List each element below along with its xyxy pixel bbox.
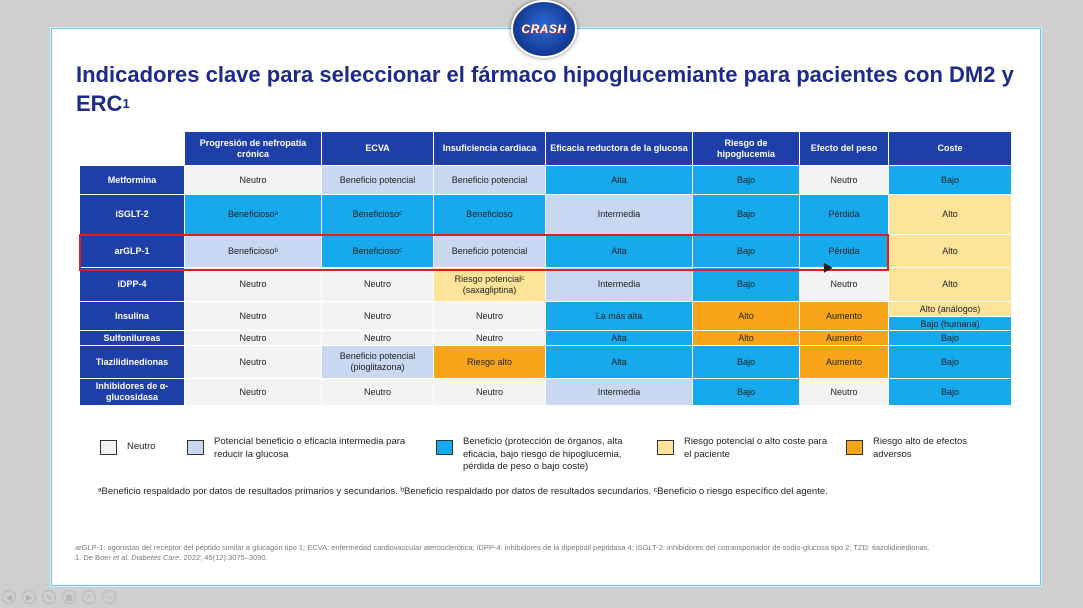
table-cell: Beneficio potencial (pioglitazona) xyxy=(322,346,434,379)
more-icon[interactable]: ⋯ xyxy=(102,590,116,604)
legend-swatch xyxy=(846,440,863,455)
table-row xyxy=(80,268,1012,302)
legend-swatch xyxy=(187,440,204,455)
footnote: ᵃBeneficio respaldado por datos de resultados primarios y secundarios. ᵇBeneficio respaldado por datos de resultados secundarios. ᶜBeneficio o riesgo específico del agente. xyxy=(98,486,828,497)
row-label: Sulfonilureas xyxy=(80,331,185,346)
table-cell: Bajo xyxy=(889,166,1012,195)
table-cell: Neutro xyxy=(322,268,434,302)
table-cell: Intermedia xyxy=(546,195,693,235)
table-cell: Neutro xyxy=(322,302,434,331)
table-cell: Alto xyxy=(889,268,1012,302)
table-cell: Neutro xyxy=(434,331,546,346)
header-coste: Coste xyxy=(889,132,1012,166)
legend-swatch xyxy=(657,440,674,455)
table-cell: Bajo xyxy=(889,331,1012,346)
table-cell: Pérdida xyxy=(800,195,889,235)
row-label: Inhibidores de α-glucosidasa xyxy=(80,379,185,406)
table-cell: Beneficiosoᶜ xyxy=(322,235,434,268)
legend-orange: Riesgo alto de efectos adversos xyxy=(846,436,996,461)
table-cell: Aumento xyxy=(800,346,889,379)
table-cell: Alta xyxy=(546,346,693,379)
row-label: iSGLT-2 xyxy=(80,195,185,235)
table-cell: Alta xyxy=(546,235,693,268)
row-label: Metformina xyxy=(80,166,185,195)
table-cell: Beneficiosoᵃ xyxy=(185,195,322,235)
slides-icon[interactable]: ▦ xyxy=(62,590,76,604)
table-cell: Intermedia xyxy=(546,379,693,406)
table-cell-split xyxy=(889,302,1012,331)
table-cell: Intermedia xyxy=(546,268,693,302)
crash-logo: CRASH xyxy=(511,0,577,58)
row-label: Tiazilidinedionas xyxy=(80,346,185,379)
table-cell: La más alta xyxy=(546,302,693,331)
row-label: iDPP-4 xyxy=(80,268,185,302)
legend-swatch xyxy=(436,440,453,455)
table-cell: Bajo xyxy=(693,166,800,195)
table-cell: Riesgo alto xyxy=(434,346,546,379)
table-row xyxy=(80,235,1012,268)
table-row xyxy=(80,346,1012,379)
presentation-toolbar xyxy=(2,590,116,604)
table-row xyxy=(80,379,1012,406)
legend-neutro: Neutro xyxy=(100,436,180,455)
table-cell: Riesgo potencialᶜ (saxagliptina) xyxy=(434,268,546,302)
table-cell: Neutro xyxy=(185,166,322,195)
table-cell: Neutro xyxy=(800,268,889,302)
table-cell: Beneficioso xyxy=(434,195,546,235)
table-cell: Neutro xyxy=(185,268,322,302)
table-cell: Bajo xyxy=(693,379,800,406)
table-cell: Alto xyxy=(889,195,1012,235)
table-cell: Bajo xyxy=(693,195,800,235)
table-row xyxy=(80,302,1012,331)
table-cell: Aumento xyxy=(800,331,889,346)
cost-analogs: Alto (análogos) xyxy=(889,302,1011,316)
row-label: Insulina xyxy=(80,302,185,331)
pen-icon[interactable]: ✎ xyxy=(42,590,56,604)
table-cell: Bajo xyxy=(889,379,1012,406)
table-cell: Bajo xyxy=(693,268,800,302)
table-cell: Bajo xyxy=(889,346,1012,379)
table-cell: Bajo xyxy=(693,235,800,268)
drug-comparison-table xyxy=(79,131,1012,406)
table-cell: Neutro xyxy=(800,379,889,406)
header-corner xyxy=(80,132,185,166)
table-cell: Neutro xyxy=(185,379,322,406)
table-cell: Beneficiosoᵇ xyxy=(185,235,322,268)
legend-swatch xyxy=(100,440,117,455)
table-cell: Beneficio potencial xyxy=(322,166,434,195)
header-peso: Efecto del peso xyxy=(800,132,889,166)
table-cell: Pérdida xyxy=(800,235,889,268)
header-insuficiencia: Insuficiencia cardiaca xyxy=(434,132,546,166)
next-icon[interactable]: ▶ xyxy=(22,590,36,604)
table-row xyxy=(80,166,1012,195)
table-cell: Beneficio potencial xyxy=(434,235,546,268)
legend-yellow: Riesgo potencial o alto coste para el paciente xyxy=(657,436,837,461)
table-cell: Neutro xyxy=(185,302,322,331)
previous-icon[interactable]: ◀ xyxy=(2,590,16,604)
legend-blue: Beneficio (protección de órganos, alta eficacia, bajo riesgo de hipoglucemia, pérdida de peso o bajo coste) xyxy=(436,436,646,474)
header-ecva: ECVA xyxy=(322,132,434,166)
table-cell: Aumento xyxy=(800,302,889,331)
citation: 1. De Boer et al. Diabetes Care. 2022; 45(12):3075–3090. xyxy=(75,553,268,562)
references xyxy=(75,543,1025,563)
table-cell: Neutro xyxy=(322,379,434,406)
header-eficacia: Eficacia reductora de la glucosa xyxy=(546,132,693,166)
abbreviations: arGLP-1: agonistas del receptor del péptido similar a glucagón tipo 1; ECVA: enfermedad cardiovascular aterosclerótica; iDPP-4: inhibidores de la dipeptidil peptidasa 4; iSGLT-2: inhibidores del cotransportador de sodio-glucosa tipo 2; TZD: tiazolidinedionas. xyxy=(75,543,930,552)
row-label: arGLP-1 xyxy=(80,235,185,268)
table-cell: Neutro xyxy=(434,379,546,406)
cost-human: Bajo (humana) xyxy=(889,316,1011,330)
page-title: Indicadores clave para seleccionar el fármaco hipoglucemiante para pacientes con DM2 y ERC$^1$ xyxy=(76,62,1014,116)
table-cell: Neutro xyxy=(185,331,322,346)
table-cell: Neutro xyxy=(800,166,889,195)
legend-light: Potencial beneficio o eficacia intermedia para reducir la glucosa xyxy=(187,436,417,461)
table-cell: Alto xyxy=(693,302,800,331)
table-cell: Neutro xyxy=(185,346,322,379)
table-row xyxy=(80,331,1012,346)
table-cell: Alta xyxy=(546,331,693,346)
legend xyxy=(100,436,1000,476)
table-cell: Alta xyxy=(546,166,693,195)
table-cell: Neutro xyxy=(322,331,434,346)
table-cell: Neutro xyxy=(434,302,546,331)
table-cell: Beneficiosoᶜ xyxy=(322,195,434,235)
zoom-icon[interactable]: ⌕ xyxy=(82,590,96,604)
table-cell: Beneficio potencial xyxy=(434,166,546,195)
table-cell: Alto xyxy=(693,331,800,346)
header-progresion: Progresión de nefropatía crónica xyxy=(185,132,322,166)
header-hipoglucemia: Riesgo de hipoglucemia xyxy=(693,132,800,166)
table-cell: Bajo xyxy=(693,346,800,379)
table-cell: Alto xyxy=(889,235,1012,268)
table-row xyxy=(80,195,1012,235)
